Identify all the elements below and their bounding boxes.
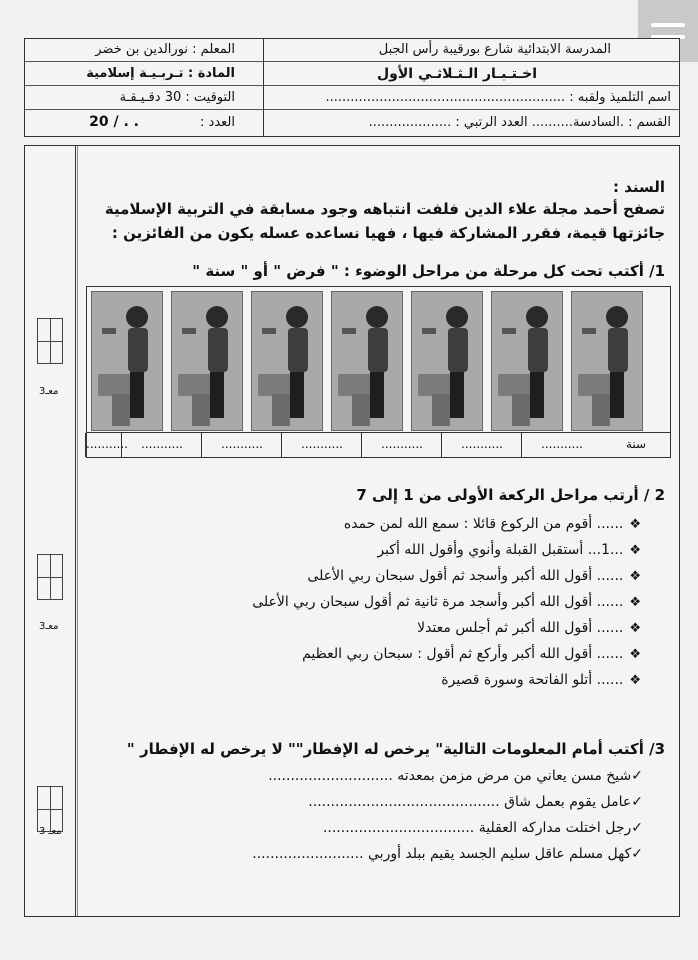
answer-cell[interactable]: سنة	[625, 437, 647, 451]
q3-title: 3/ أكتب أمام المعلومات التالية" يرخص له الإفطار"" لا يرخص له الإفطار "	[126, 740, 665, 758]
q2-title: 2 / أرتب مراحل الركعة الأولى من 1 إلى 7	[356, 486, 665, 504]
teacher-name: المعلم : نورالدين بن خضر	[95, 42, 235, 57]
order-blank[interactable]: ......	[596, 594, 624, 610]
answer-cells	[87, 432, 670, 457]
school-name: المدرسة الابتدائية شارع بورقيبة رأس الجبل	[378, 42, 611, 57]
answer-cell[interactable]: ...........	[441, 433, 522, 457]
answer-cell[interactable]: ...........	[85, 433, 122, 457]
questions-area	[77, 146, 679, 916]
intro-line: جائزتها قيمة، فقرر المشاركة فيها ، فهيا نساعده عسله يكون من الفائزين :	[111, 224, 665, 242]
bullet-icon: ❖	[629, 647, 641, 662]
bullet-icon: ❖	[629, 569, 641, 584]
wudu-step-image	[411, 291, 483, 431]
answer-blank[interactable]: .........................	[252, 846, 364, 862]
order-blank[interactable]: ...1...	[587, 542, 624, 558]
answer-blank[interactable]: ...........................................	[308, 794, 500, 810]
wudu-step-image	[91, 291, 163, 431]
q2-item: ❖...1... أستقبل القبلة وأنوي وأقول الله أكبر	[377, 542, 641, 558]
wudu-step-image	[491, 291, 563, 431]
subject: المادة : تـربـيـة إسلامية	[86, 66, 235, 81]
exam-title: اخـتـبـار الـثـلاثـي الأول	[377, 66, 537, 82]
exam-header	[24, 38, 680, 137]
q2-item: ❖...... أقول الله أكبر وأسجد مرة ثانية ثم أقول سبحان ربي الأعلى	[252, 594, 641, 610]
q3-item: ✓رجل اختلت مداركه العقلية ..................................	[322, 820, 643, 836]
answer-blank[interactable]: ..................................	[322, 820, 475, 836]
bullet-icon: ❖	[629, 517, 641, 532]
menu-bar	[651, 23, 685, 27]
bullet-icon: ❖	[629, 595, 641, 610]
q3-item: ✓شيخ مسن يعاني من مرض مزمن بمعدته ............................	[268, 768, 643, 784]
score-label: العدد :	[200, 115, 235, 130]
grade-label: معـ3	[39, 621, 59, 632]
answer-cell[interactable]: ...........	[281, 433, 362, 457]
wudu-step-image	[251, 291, 323, 431]
intro-label: السند :	[612, 178, 665, 196]
wudu-step-image	[171, 291, 243, 431]
bullet-icon: ❖	[629, 621, 641, 636]
q2-item: ❖...... أقول الله أكبر وأركع ثم أقول : سبحان ربي العظيم	[302, 646, 641, 662]
wudu-step-image	[571, 291, 643, 431]
answer-cell[interactable]: ...........	[201, 433, 282, 457]
q3-item: ✓كهل مسلم عاقل سليم الجسد يقيم ببلد أوربي .........................	[252, 846, 643, 862]
q2-item: ❖...... أقول الله أكبر وأسجد ثم أقول سبحان ربي الأعلى	[307, 568, 641, 584]
order-blank[interactable]: ......	[596, 646, 624, 662]
q2-item: ❖...... أقوم من الركوع قائلا : سمع الله لمن حمده	[343, 516, 641, 532]
grade-label: معـ 3	[39, 826, 62, 837]
answer-cell[interactable]: ...........	[521, 433, 602, 457]
grading-column	[25, 146, 76, 916]
exam-body	[24, 145, 680, 917]
q2-item: ❖...... أقول الله أكبر ثم أجلس معتدلا	[417, 620, 641, 636]
timing: التوقيت : 30 دقـيـقـة	[119, 90, 235, 105]
q1-title: 1/ أكتب تحت كل مرحلة من مراحل الوضوء : " فرض " أو " سنة "	[192, 262, 665, 280]
score-value: 20 / . .	[89, 114, 139, 130]
intro-line: تصفح أحمد مجلة علاء الدين فلفت انتباهه وجود مسابقة في التربية الإسلامية	[104, 200, 665, 218]
answer-blank[interactable]: ............................	[268, 768, 393, 784]
wudu-images-strip	[86, 286, 671, 458]
answer-cell[interactable]: ...........	[121, 433, 202, 457]
class-info: القسم : .السادسة.......... العدد الرتبي : ....................	[368, 115, 671, 130]
q3-item: ✓عامل يقوم بعمل شاق ...........................................	[308, 794, 643, 810]
bullet-icon: ❖	[629, 673, 641, 688]
order-blank[interactable]: ......	[596, 620, 624, 636]
order-blank[interactable]: ......	[596, 568, 624, 584]
grade-label: معـ3	[39, 386, 59, 397]
grade-box	[37, 554, 63, 600]
order-blank[interactable]: ......	[596, 516, 624, 532]
grade-box	[37, 318, 63, 364]
student-name-field[interactable]: اسم التلميذ ولقبه : ..........................................................	[325, 90, 671, 105]
q2-item: ❖...... أتلو الفاتحة وسورة قصيرة	[441, 672, 641, 688]
answer-cell[interactable]: ...........	[361, 433, 442, 457]
bullet-icon: ❖	[629, 543, 641, 558]
order-blank[interactable]: ......	[596, 672, 624, 688]
wudu-step-image	[331, 291, 403, 431]
